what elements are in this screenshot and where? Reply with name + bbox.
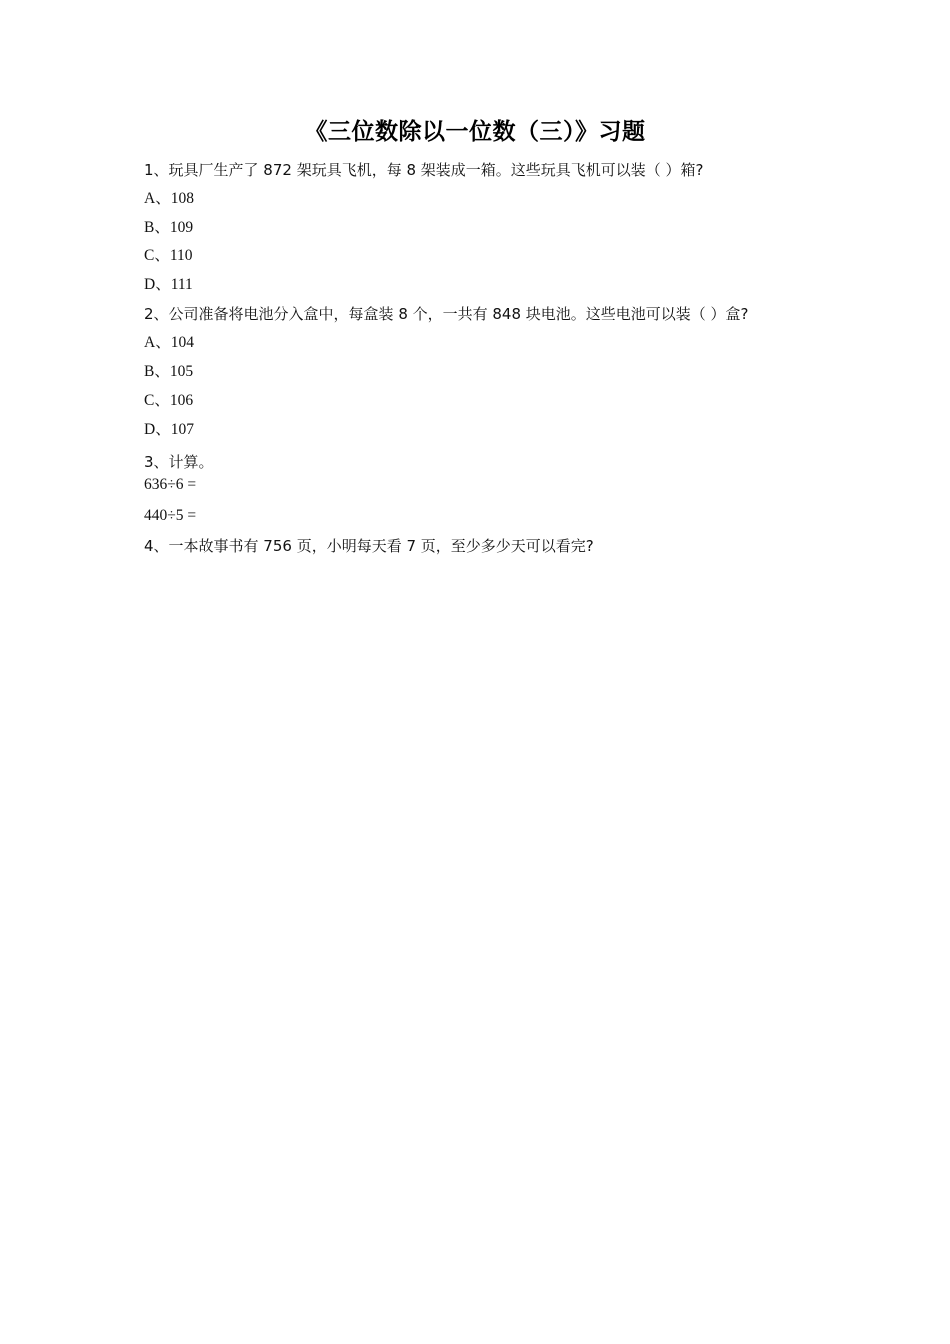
question-1-option-b: B、109: [144, 219, 194, 236]
question-4-stem: 4、一本故事书有 756 页，小明每天看 7 页，至少多少天可以看完?: [144, 537, 594, 555]
question-1-stem: 1、玩具厂生产了 872 架玩具飞机，每 8 架装成一箱。这些玩具飞机可以装（ ）箱?: [144, 161, 704, 179]
question-2-option-c: C、106: [144, 392, 194, 409]
question-2-stem: 2、公司准备将电池分入盒中，每盒装 8 个，一共有 848 块电池。这些电池可以装（ ）盒?: [144, 305, 749, 323]
question-3-item-1: 636÷6 =: [144, 476, 197, 493]
question-2-option-b: B、105: [144, 363, 194, 380]
question-1-option-c: C、110: [144, 247, 193, 264]
question-2-option-d: D、107: [144, 421, 194, 438]
document-title: 《三位数除以一位数（三）》习题: [304, 119, 646, 145]
question-2-option-a: A、104: [144, 334, 194, 351]
question-1-option-d: D、111: [144, 276, 193, 293]
question-3-item-2: 440÷5 =: [144, 507, 197, 524]
question-1-option-a: A、108: [144, 190, 194, 207]
question-3-stem: 3、计算。: [144, 453, 214, 471]
